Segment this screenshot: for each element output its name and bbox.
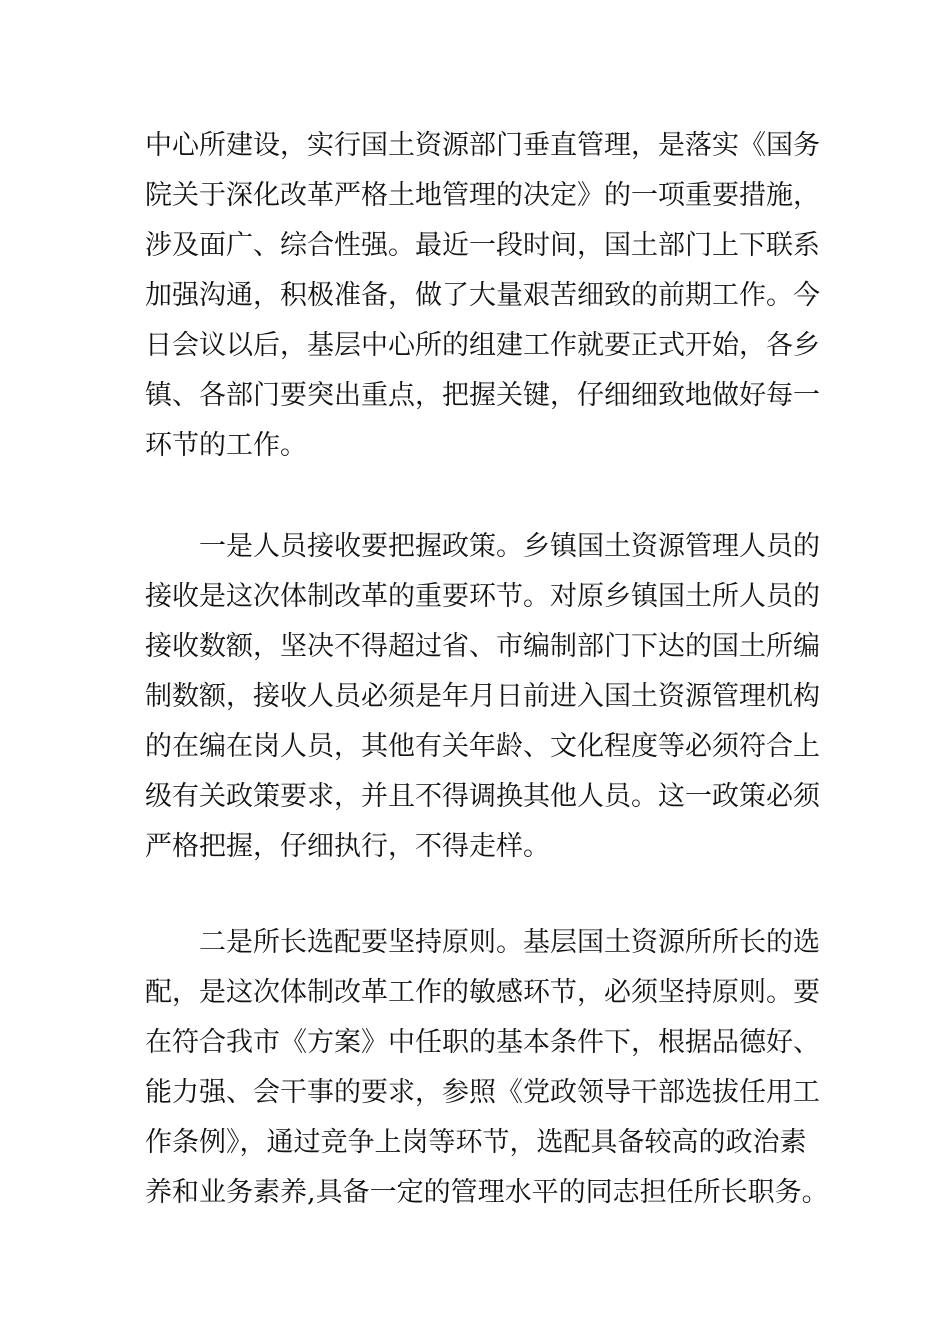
- text-line: 级有关政策要求，并且不得调换其他人员。这一政策必须: [145, 781, 820, 812]
- text-line: 养和业务素养,具备一定的管理水平的同志担任所长职务。: [145, 1177, 829, 1208]
- text-line: 制数额，接收人员必须是年月日前进入国土资源管理机构: [145, 681, 820, 712]
- text-line: 日会议以后，基层中心所的组建工作就要正式开始，各乡: [145, 330, 820, 361]
- text-line: 接收是这次体制改革的重要环节。对原乡镇国土所人员的: [145, 581, 820, 612]
- text-line: 中心所建设，实行国土资源部门垂直管理，是落实《国务: [145, 130, 820, 161]
- text-line: 院关于深化改革严格土地管理的决定》的一项重要措施，: [145, 180, 820, 211]
- text-line: 严格把握，仔细执行，不得走样。: [145, 831, 550, 862]
- text-line: 能力强、会干事的要求，参照《党政领导干部选拔任用工: [145, 1077, 820, 1108]
- text-line: 镇、各部门要突出重点，把握关键，仔细细致地做好每一: [145, 380, 820, 411]
- paragraph-personnel-policy: [145, 522, 820, 872]
- text-line: 加强沟通，积极准备，做了大量艰苦细致的前期工作。今: [145, 280, 820, 311]
- text-line: 接收数额，坚决不得超过省、市编制部门下达的国土所编: [145, 631, 820, 662]
- text-line: 一是人员接收要把握政策。乡镇国土资源管理人员的: [199, 531, 820, 562]
- text-line: 二是所长选配要坚持原则。基层国土资源所所长的选: [199, 927, 820, 958]
- paragraph-intro: [145, 121, 820, 471]
- text-line: 配，是这次体制改革工作的敏感环节，必须坚持原则。要: [145, 977, 820, 1008]
- text-line: 在符合我市《方案》中任职的基本条件下，根据品德好、: [145, 1027, 820, 1058]
- text-line: 涉及面广、综合性强。最近一段时间，国土部门上下联系: [145, 230, 820, 261]
- text-line: 的在编在岗人员，其他有关年龄、文化程度等必须符合上: [145, 731, 820, 762]
- text-line: 作条例》，通过竞争上岗等环节，选配具备较高的政治素: [145, 1127, 807, 1158]
- text-line: 环节的工作。: [145, 430, 307, 461]
- paragraph-director-selection: [145, 918, 829, 1218]
